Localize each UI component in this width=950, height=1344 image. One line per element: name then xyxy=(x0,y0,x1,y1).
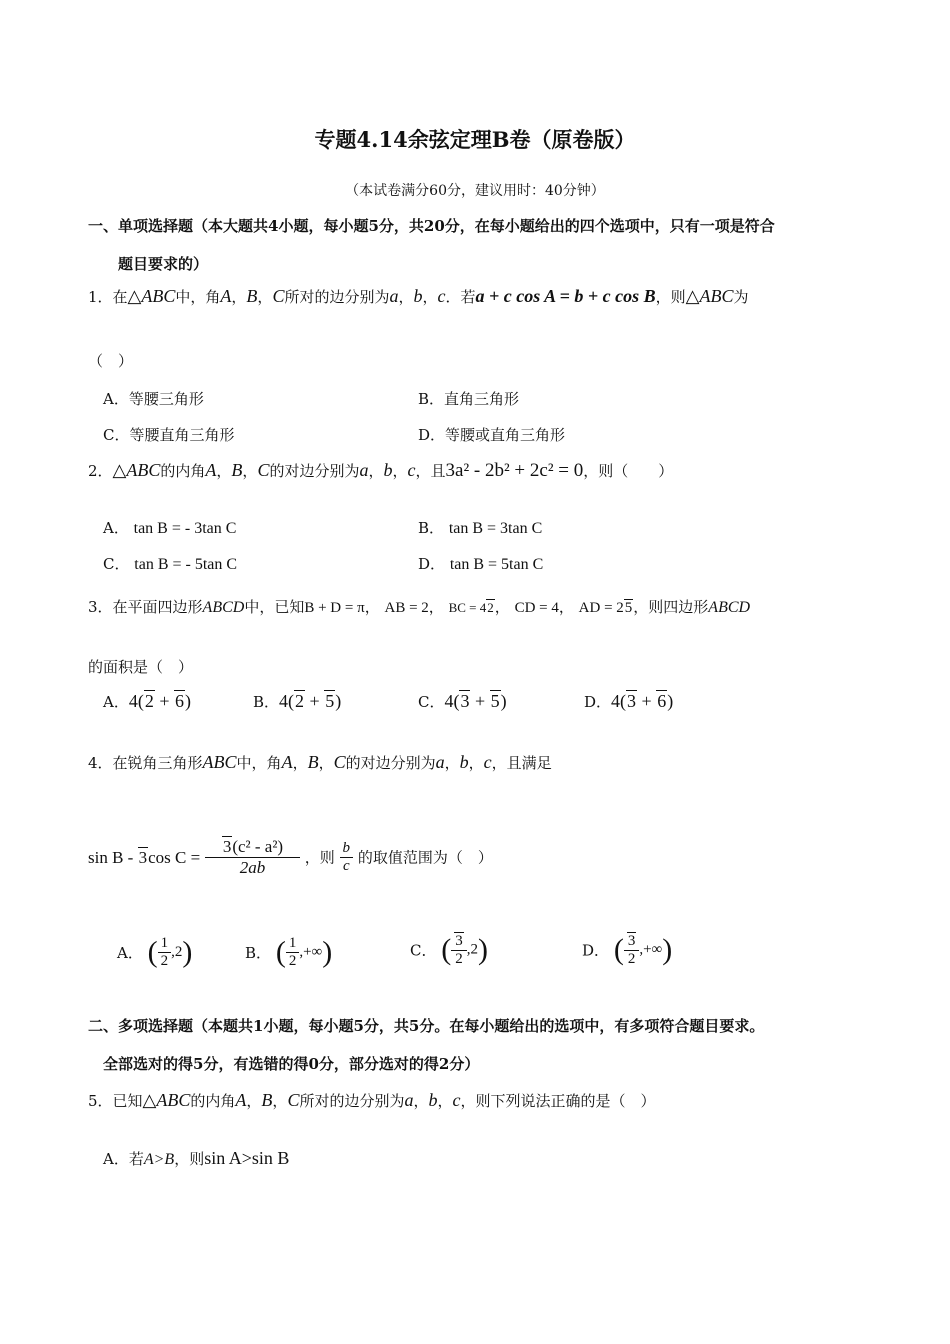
q2-number: 2． xyxy=(88,462,113,480)
q4-triangle: ABC xyxy=(202,752,237,772)
q2-sep: ， xyxy=(242,462,258,480)
q1-paren: （ ） xyxy=(88,352,134,370)
q1-formula: a + c cos A = b + c cos B xyxy=(475,286,656,306)
q1-side-b: b xyxy=(413,286,423,306)
section1-heading-line2: 题目要求的） xyxy=(118,255,209,273)
q5-sep: ， xyxy=(437,1092,453,1110)
q3-option-d[interactable]: D．4(3 + 6) xyxy=(584,691,674,711)
q3-text: ，则四边形 xyxy=(633,598,709,616)
q2-text: 的内角 xyxy=(160,462,206,480)
q1-option-a[interactable]: A．等腰三角形 xyxy=(103,390,204,408)
q4-option-c[interactable]: C． ( $\frac{3}{2}$ ,2) xyxy=(410,933,489,967)
q4-text: ，则 xyxy=(304,848,335,867)
q4-var-b: B xyxy=(307,752,319,772)
q3-condition-bc: BC = 42 xyxy=(448,600,494,615)
q5-sep: ， xyxy=(413,1092,429,1110)
q2-var-c: C xyxy=(257,460,270,480)
q1-triangle: △ABC xyxy=(685,286,734,306)
q4-option-b[interactable]: B． ( $\frac{1}{2}$ ,+∞) xyxy=(245,935,333,969)
page-title: 专题4.14余弦定理B卷（原卷版） xyxy=(314,127,636,152)
q4-text: 中，角 xyxy=(236,754,282,772)
q2-sep: ， xyxy=(368,462,384,480)
q5-text: 的内角 xyxy=(190,1092,236,1110)
q3-number: 3．在平面四边形 xyxy=(88,598,203,616)
q2-sep: ， xyxy=(216,462,232,480)
q5-side-a: a xyxy=(404,1090,414,1110)
question-4-stem xyxy=(88,752,552,773)
q4-var-c: C xyxy=(333,752,346,772)
q1-var-c: C xyxy=(272,286,285,306)
q5-number: 5．已知 xyxy=(88,1092,143,1110)
q3-sep: ， xyxy=(494,598,510,616)
q4-ratio: $\frac{b}{c}$ xyxy=(340,840,354,875)
q2-text: ，则（ ） xyxy=(583,462,674,480)
q5-option-a[interactable]: A．若A>B，则sin A>sin B xyxy=(103,1148,290,1168)
q1-sep: ， xyxy=(398,288,414,306)
q3-condition-ab: AB = 2 xyxy=(384,600,429,616)
q5-side-c: c xyxy=(452,1090,461,1110)
q2-var-b: B xyxy=(231,460,243,480)
q3-option-b[interactable]: B．4(2 + 5) xyxy=(253,691,342,711)
question-3-stem xyxy=(88,596,750,617)
question-1-stem xyxy=(88,286,748,307)
q4-option-d[interactable]: D． ( $\frac{3}{2}$ ,+∞) xyxy=(582,933,673,967)
q3-quad: ABCD xyxy=(708,599,751,616)
q2-var-a: A xyxy=(205,460,217,480)
q4-option-a[interactable]: A． ( $\frac{1}{2}$ ,2) xyxy=(117,935,193,969)
q4-condition xyxy=(88,836,493,878)
q3-quad: ABCD xyxy=(202,599,245,616)
section2-heading-line1: 二、多项选择题（本题共1小题，每小题5分，共5分。在每小题给出的选项中，有多项符合题目要求。 xyxy=(88,1017,765,1035)
q4-text: 的对边分别为 xyxy=(345,754,436,772)
q4-var-a: A xyxy=(281,752,293,772)
q1-text: 中，角 xyxy=(175,288,221,306)
q5-sep: ， xyxy=(246,1092,262,1110)
q4-sep: ， xyxy=(444,754,460,772)
q4-sep: ， xyxy=(468,754,484,772)
question-5-stem xyxy=(88,1090,656,1111)
q4-number: 4．在锐角三角形 xyxy=(88,754,203,772)
q2-side-c: c xyxy=(407,460,416,480)
q1-number: 1．在 xyxy=(88,288,128,306)
q1-text: 所对的边分别为 xyxy=(284,288,390,306)
q4-sep: ， xyxy=(318,754,334,772)
question-2-stem xyxy=(88,460,673,482)
q5-var-c: C xyxy=(287,1090,300,1110)
q4-side-c: c xyxy=(483,752,492,772)
q4-formula-lhs: sin B - 3cos C = xyxy=(88,847,201,867)
q4-sep: ， xyxy=(292,754,308,772)
q1-sep: ， xyxy=(422,288,438,306)
q3-option-c[interactable]: C．4(3 + 5) xyxy=(418,691,507,711)
q1-side-c: c xyxy=(437,286,446,306)
q4-formula-fraction: $\frac{\text{3(c² - a²)}}{2ab}$ xyxy=(205,836,300,878)
q3-sep: ， xyxy=(428,598,444,616)
q2-text: ，且 xyxy=(415,462,446,480)
q1-option-d[interactable]: D．等腰或直角三角形 xyxy=(418,426,566,444)
q3-option-a[interactable]: A．4(2 + 6) xyxy=(103,691,191,711)
q2-sep: ， xyxy=(392,462,408,480)
q1-sep: ， xyxy=(231,288,247,306)
q2-text: 的对边分别为 xyxy=(269,462,360,480)
q3-condition-angle: B + D = π xyxy=(304,600,365,616)
q1-text: ．若 xyxy=(445,288,476,306)
q4-text: 的取值范围为（ ） xyxy=(357,848,493,867)
q5-var-a: A xyxy=(235,1090,247,1110)
q5-text: ，则下列说法正确的是（ ） xyxy=(460,1092,656,1110)
q1-var-b: B xyxy=(246,286,258,306)
q5-triangle: △ABC xyxy=(142,1090,191,1110)
q3-condition-ad: AD = 25 xyxy=(578,600,633,616)
q1-side-a: a xyxy=(389,286,399,306)
q2-side-b: b xyxy=(383,460,393,480)
section2-heading-line2: 全部选对的得5分，有选错的得0分，部分选对的得2分） xyxy=(103,1055,480,1073)
q3-sep: ， xyxy=(364,598,380,616)
q4-side-b: b xyxy=(459,752,469,772)
q5-text: 所对的边分别为 xyxy=(299,1092,405,1110)
q2-option-c[interactable]: C． tan B = - 5tan C xyxy=(103,555,238,573)
q2-option-b[interactable]: B． tan B = 3tan C xyxy=(418,519,543,537)
q4-side-a: a xyxy=(435,752,445,772)
q1-triangle: △ABC xyxy=(127,286,176,306)
q1-sep: ， xyxy=(257,288,273,306)
q1-option-b[interactable]: B．直角三角形 xyxy=(418,390,520,408)
q1-var-a: A xyxy=(220,286,232,306)
q3-text: 中，已知 xyxy=(244,598,305,616)
q1-text: ，则 xyxy=(655,288,686,306)
q1-text: 为 xyxy=(733,288,749,306)
q3-condition-cd: CD = 4 xyxy=(514,600,559,616)
page-subtitle: （本试卷满分60分，建议用时：40分钟） xyxy=(345,183,605,199)
q3-line2: 的面积是（ ） xyxy=(88,658,194,676)
q2-triangle: △ABC xyxy=(112,460,161,480)
q5-var-b: B xyxy=(261,1090,273,1110)
q3-sep: ， xyxy=(558,598,574,616)
q5-side-b: b xyxy=(428,1090,438,1110)
q2-option-a[interactable]: A． tan B = - 3tan C xyxy=(103,519,237,537)
q2-option-d[interactable]: D． tan B = 5tan C xyxy=(418,555,544,573)
q2-side-a: a xyxy=(359,460,369,480)
q2-formula: 3a² - 2b² + 2c² = 0 xyxy=(445,460,584,481)
q4-text: ，且满足 xyxy=(491,754,552,772)
section1-heading-line1: 一、单项选择题（本大题共4小题，每小题5分，共20分，在每小题给出的四个选项中，只有一项是符合 xyxy=(88,217,775,235)
q1-option-c[interactable]: C．等腰直角三角形 xyxy=(103,426,235,444)
q5-sep: ， xyxy=(272,1092,288,1110)
